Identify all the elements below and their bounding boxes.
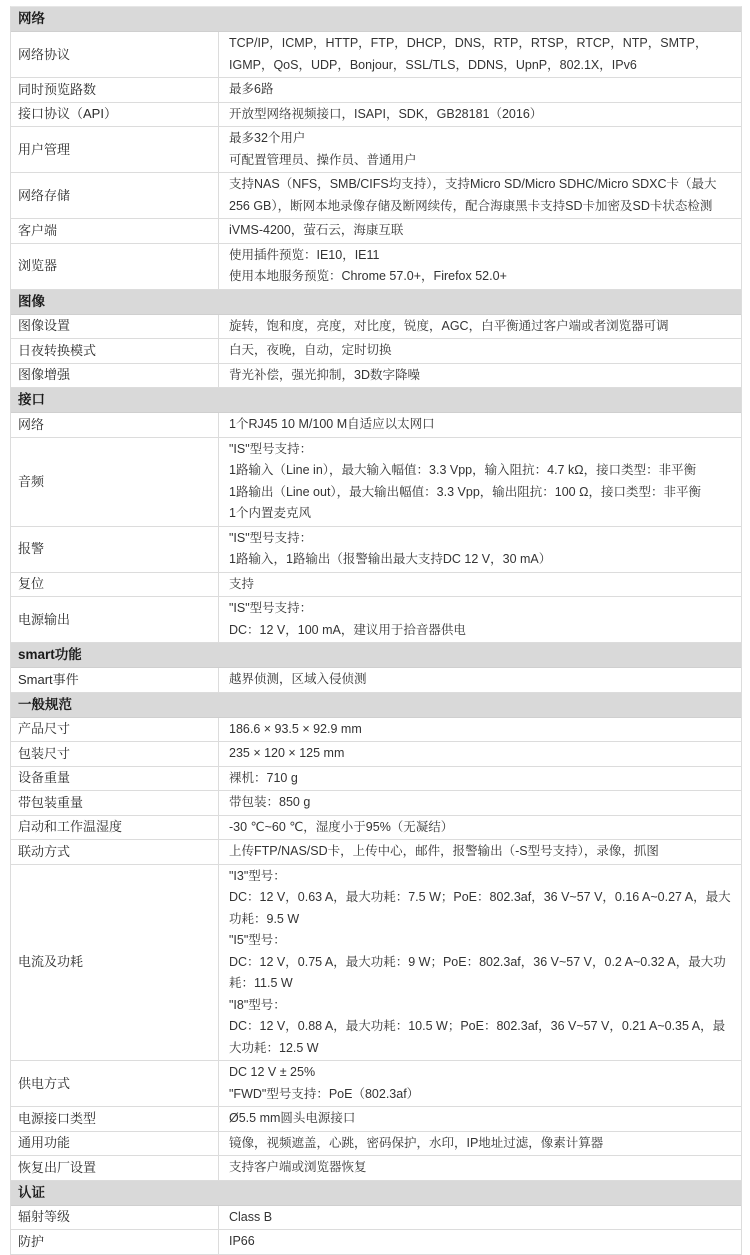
section-header: 一般规范 [11, 693, 741, 718]
spec-section [11, 643, 741, 693]
value-line: 上传FTP/NAS/SD卡，上传中心，邮件，报警输出（-S型号支持），录像，抓图 [229, 844, 659, 858]
row-label: 防护 [11, 1230, 219, 1254]
row-label: Smart事件 [11, 668, 219, 692]
value-line: Ø5.5 mm圆头电源接口 [229, 1111, 356, 1125]
table-row [11, 597, 741, 643]
table-row [11, 1061, 741, 1107]
row-value [219, 438, 741, 526]
value-line: "IS"型号支持： [229, 601, 313, 615]
row-value [219, 718, 741, 742]
row-value [219, 219, 741, 243]
section-header: 图像 [11, 290, 741, 315]
row-label: 日夜转换模式 [11, 339, 219, 363]
row-label: 包装尺寸 [11, 742, 219, 766]
value-line: "IS"型号支持： [229, 530, 313, 545]
table-row [11, 527, 741, 573]
value-line: 开放型网络视频接口，ISAPI，SDK，GB28181（2016） [229, 106, 543, 121]
table-row [11, 103, 741, 128]
row-label: 电源输出 [11, 597, 219, 642]
row-value [219, 103, 741, 127]
table-row [11, 219, 741, 244]
row-value [219, 1230, 741, 1254]
table-row [11, 413, 741, 438]
row-value [219, 767, 741, 791]
table-row [11, 1206, 741, 1231]
table-row [11, 791, 741, 816]
section-rows [11, 1206, 741, 1255]
section-rows [11, 413, 741, 643]
row-value [219, 339, 741, 363]
row-label: 辐射等级 [11, 1206, 219, 1230]
row-label: 网络协议 [11, 32, 219, 77]
spec-section [11, 290, 741, 389]
value-line: 235 × 120 × 125 mm [229, 746, 345, 760]
value-line: DC：12 V，0.88 A，最大功耗：10.5 W；PoE：802.3af，36 V~57 V，0.21 A~0.35 A，最大功耗：12.5 W [229, 1019, 726, 1055]
row-label: 带包装重量 [11, 791, 219, 815]
row-label: 电流及功耗 [11, 865, 219, 1061]
row-value [219, 1156, 741, 1180]
row-value [219, 1132, 741, 1156]
table-row [11, 339, 741, 364]
table-row [11, 364, 741, 389]
value-line: 白天，夜晚，自动，定时切换 [229, 343, 392, 357]
spec-section [11, 693, 741, 1181]
value-line: 旋转，饱和度，亮度，对比度，锐度，AGC，白平衡通过客户端或者浏览器可调 [229, 318, 669, 333]
row-value [219, 816, 741, 840]
row-label: 客户端 [11, 219, 219, 243]
value-line: 1路输入，1路输出（报警输出最大支持DC 12 V，30 mA） [229, 552, 552, 566]
row-value [219, 573, 741, 597]
value-line: IP66 [229, 1234, 255, 1248]
row-value [219, 244, 741, 289]
value-line: 1路输入（Line in），最大输入幅值：3.3 Vpp，输入阻抗：4.7 kΩ，接口类型：非平衡 [229, 463, 697, 477]
row-value [219, 364, 741, 388]
table-row [11, 244, 741, 290]
value-line: 支持NAS（NFS，SMB/CIFS均支持），支持Micro SD/Micro SDHC/Micro SDXC卡（最大256 GB），断网本地录像存储及断网续传，配合海康黑卡支持SD卡加密及SD卡状态检测 [229, 177, 717, 213]
value-line: Class B [229, 1209, 273, 1224]
row-value [219, 597, 741, 642]
value-line: "I8"型号： [229, 997, 286, 1012]
value-line: 支持客户端或浏览器恢复 [229, 1160, 367, 1174]
spec-section [11, 388, 741, 643]
value-line: DC 12 V ± 25% [229, 1065, 316, 1079]
value-line: 使用插件预览：IE10，IE11 [229, 247, 380, 262]
value-line: -30 ℃~60 ℃，湿度小于95%（无凝结） [229, 819, 454, 834]
row-label: 恢复出厂设置 [11, 1156, 219, 1180]
table-row [11, 78, 741, 103]
table-row [11, 767, 741, 792]
table-row [11, 1230, 741, 1255]
section-header: 网络 [11, 7, 741, 32]
row-label: 图像设置 [11, 315, 219, 339]
table-row [11, 315, 741, 340]
table-row [11, 127, 741, 173]
row-value [219, 315, 741, 339]
row-value [219, 865, 741, 1061]
table-row [11, 173, 741, 219]
value-line: 支持 [229, 576, 255, 591]
row-value [219, 173, 741, 218]
value-line: 越界侦测，区域入侵侦测 [229, 672, 367, 686]
section-rows [11, 718, 741, 1181]
value-line: "FWD"型号支持：PoE（802.3af） [229, 1086, 420, 1101]
value-line: TCP/IP，ICMP，HTTP，FTP，DHCP，DNS，RTP，RTSP，RTCP，NTP，SMTP，IGMP，QoS，UDP，Bonjour，SSL/TLS，DDNS，UpnP，802.1X，IPv6 [229, 36, 708, 72]
row-label: 浏览器 [11, 244, 219, 289]
section-header: 接口 [11, 388, 741, 413]
value-line: 裸机：710 g [229, 770, 298, 785]
row-value [219, 127, 741, 172]
table-row [11, 816, 741, 841]
value-line: 最多6路 [229, 82, 274, 96]
row-label: 启动和工作温湿度 [11, 816, 219, 840]
table-row [11, 718, 741, 743]
spec-table [10, 6, 742, 1255]
value-line: 镜像，视频遮盖，心跳，密码保护，水印，IP地址过滤，像素计算器 [229, 1135, 604, 1150]
row-label: 通用功能 [11, 1132, 219, 1156]
table-row [11, 865, 741, 1062]
row-value [219, 1107, 741, 1131]
value-line: 可配置管理员、操作员、普通用户 [229, 152, 417, 167]
row-label: 复位 [11, 573, 219, 597]
row-label: 网络存储 [11, 173, 219, 218]
value-line: 带包装：850 g [229, 795, 311, 809]
row-label: 同时预览路数 [11, 78, 219, 102]
row-value [219, 1061, 741, 1106]
section-header: 认证 [11, 1181, 741, 1206]
value-line: 186.6 × 93.5 × 92.9 mm [229, 721, 362, 736]
value-line: 最多32个用户 [229, 131, 306, 145]
table-row [11, 668, 741, 693]
section-rows [11, 32, 741, 290]
row-label: 设备重量 [11, 767, 219, 791]
row-label: 电源接口类型 [11, 1107, 219, 1131]
row-label: 网络 [11, 413, 219, 437]
section-header: smart功能 [11, 643, 741, 668]
row-label: 图像增强 [11, 364, 219, 388]
row-value [219, 1206, 741, 1230]
row-label: 联动方式 [11, 840, 219, 864]
value-line: "IS"型号支持： [229, 441, 313, 456]
row-value [219, 78, 741, 102]
value-line: DC：12 V，0.63 A，最大功耗：7.5 W；PoE：802.3af，36 V~57 V，0.16 A~0.27 A，最大功耗：9.5 W [229, 890, 731, 926]
table-row [11, 1107, 741, 1132]
value-line: 背光补偿，强光抑制，3D数字降噪 [229, 367, 420, 382]
row-label: 接口协议（API） [11, 103, 219, 127]
value-line: 1路输出（Line out），最大输出幅值：3.3 Vpp，输出阻抗：100 Ω，接口类型：非平衡 [229, 484, 701, 499]
row-value [219, 413, 741, 437]
table-row [11, 573, 741, 598]
table-row [11, 438, 741, 527]
value-line: 1个RJ45 10 M/100 M自适应以太网口 [229, 417, 435, 431]
table-row [11, 1132, 741, 1157]
row-label: 产品尺寸 [11, 718, 219, 742]
value-line: 1个内置麦克风 [229, 506, 311, 520]
row-value [219, 527, 741, 572]
row-label: 报警 [11, 527, 219, 572]
row-value [219, 791, 741, 815]
row-value [219, 840, 741, 864]
row-label: 音频 [11, 438, 219, 526]
row-label: 用户管理 [11, 127, 219, 172]
value-line: "I5"型号： [229, 933, 286, 947]
table-row [11, 1156, 741, 1181]
row-value [219, 668, 741, 692]
row-value [219, 32, 741, 77]
value-line: 使用本地服务预览：Chrome 57.0+，Firefox 52.0+ [229, 269, 507, 283]
row-label: 供电方式 [11, 1061, 219, 1106]
table-row [11, 32, 741, 78]
spec-section [11, 1181, 741, 1255]
section-rows [11, 315, 741, 389]
value-line: DC：12 V，100 mA，建议用于拾音器供电 [229, 622, 466, 637]
spec-section [11, 7, 741, 290]
row-value [219, 742, 741, 766]
value-line: iVMS-4200，萤石云，海康互联 [229, 223, 404, 237]
value-line: DC：12 V，0.75 A，最大功耗：9 W；PoE：802.3af，36 V~57 V，0.2 A~0.32 A，最大功耗：11.5 W [229, 954, 726, 990]
value-line: "I3"型号： [229, 868, 286, 883]
section-rows [11, 668, 741, 693]
table-row [11, 840, 741, 865]
table-row [11, 742, 741, 767]
